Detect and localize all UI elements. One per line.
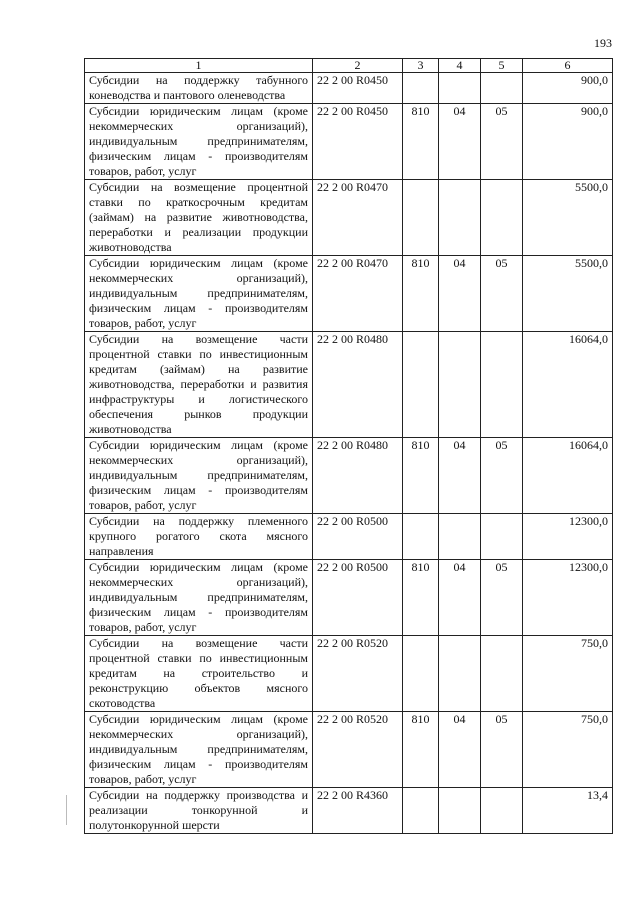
- header-col-4: 4: [439, 59, 481, 73]
- table-row: [85, 636, 613, 712]
- cell-name: Субсидии юридическим лицам (кроме некоммерческих организаций), индивидуальным предпринимателям, физическим лицам - производителям товаров, работ, услуг: [85, 256, 313, 332]
- cell-col-4: 04: [439, 712, 481, 788]
- cell-name: Субсидии юридическим лицам (кроме некоммерческих организаций), индивидуальным предпринимателям, физическим лицам - производителям товаров, работ, услуг: [85, 438, 313, 514]
- cell-amount: 750,0: [523, 636, 613, 712]
- cell-col-3: 810: [403, 560, 439, 636]
- cell-name: Субсидии на поддержку племенного крупного рогатого скота мясного направления: [85, 514, 313, 560]
- table-row: [85, 712, 613, 788]
- margin-mark: [66, 795, 67, 825]
- table-row: [85, 560, 613, 636]
- cell-amount: 12300,0: [523, 560, 613, 636]
- table-row: [85, 514, 613, 560]
- table-row: [85, 438, 613, 514]
- cell-amount: 900,0: [523, 73, 613, 104]
- cell-col-5: 05: [481, 712, 523, 788]
- cell-col-5: 05: [481, 438, 523, 514]
- header-col-6: 6: [523, 59, 613, 73]
- cell-col-3: 810: [403, 104, 439, 180]
- cell-amount: 5500,0: [523, 180, 613, 256]
- cell-col-3: [403, 788, 439, 834]
- cell-name: Субсидии юридическим лицам (кроме некоммерческих организаций), индивидуальным предпринимателям, физическим лицам - производителям товаров, работ, услуг: [85, 560, 313, 636]
- table-body: [85, 73, 613, 834]
- cell-code: 22 2 00 R0500: [313, 514, 403, 560]
- table-row: [85, 788, 613, 834]
- table-header: [85, 59, 613, 73]
- cell-col-5: [481, 332, 523, 438]
- cell-name: Субсидии на поддержку табунного коневодства и пантового оленеводства: [85, 73, 313, 104]
- table-row: [85, 104, 613, 180]
- cell-code: 22 2 00 R0500: [313, 560, 403, 636]
- cell-name: Субсидии на возмещение процентной ставки по краткосрочным кредитам (займам) на развитие животноводства, переработки и реализации продукции животноводства: [85, 180, 313, 256]
- cell-name: Субсидии юридическим лицам (кроме некоммерческих организаций), индивидуальным предпринимателям, физическим лицам - производителям товаров, работ, услуг: [85, 712, 313, 788]
- cell-col-3: [403, 332, 439, 438]
- cell-col-4: [439, 788, 481, 834]
- cell-code: 22 2 00 R0480: [313, 332, 403, 438]
- cell-col-4: [439, 514, 481, 560]
- cell-code: 22 2 00 R4360: [313, 788, 403, 834]
- cell-code: 22 2 00 R0450: [313, 104, 403, 180]
- cell-col-5: 05: [481, 104, 523, 180]
- cell-name: Субсидии на поддержку производства и реализации тонкорунной и полутонкорунной шерсти: [85, 788, 313, 834]
- cell-col-5: [481, 73, 523, 104]
- cell-col-4: 04: [439, 560, 481, 636]
- cell-col-4: 04: [439, 438, 481, 514]
- budget-table: [84, 58, 613, 834]
- cell-amount: 16064,0: [523, 438, 613, 514]
- cell-name: Субсидии на возмещение части процентной ставки по инвестиционным кредитам (займам) на развитие животноводства, переработки и развития инфраструктуры и логистического обеспечения рынков продукции животноводства: [85, 332, 313, 438]
- cell-amount: 16064,0: [523, 332, 613, 438]
- cell-col-3: [403, 636, 439, 712]
- cell-code: 22 2 00 R0450: [313, 73, 403, 104]
- cell-amount: 900,0: [523, 104, 613, 180]
- cell-code: 22 2 00 R0520: [313, 636, 403, 712]
- table-row: [85, 73, 613, 104]
- cell-col-5: [481, 788, 523, 834]
- cell-col-5: [481, 636, 523, 712]
- cell-col-4: 04: [439, 256, 481, 332]
- cell-col-5: 05: [481, 256, 523, 332]
- cell-col-3: [403, 514, 439, 560]
- cell-col-3: [403, 180, 439, 256]
- cell-code: 22 2 00 R0480: [313, 438, 403, 514]
- cell-col-3: 810: [403, 712, 439, 788]
- cell-name: Субсидии юридическим лицам (кроме некоммерческих организаций), индивидуальным предпринимателям, физическим лицам - производителям товаров, работ, услуг: [85, 104, 313, 180]
- cell-code: 22 2 00 R0520: [313, 712, 403, 788]
- table-row: [85, 332, 613, 438]
- cell-name: Субсидии на возмещение части процентной ставки по инвестиционным кредитам на строительство и реконструкцию объектов мясного скотоводства: [85, 636, 313, 712]
- header-col-2: 2: [313, 59, 403, 73]
- cell-code: 22 2 00 R0470: [313, 180, 403, 256]
- header-col-5: 5: [481, 59, 523, 73]
- cell-col-3: 810: [403, 256, 439, 332]
- cell-amount: 12300,0: [523, 514, 613, 560]
- table-row: [85, 180, 613, 256]
- cell-amount: 13,4: [523, 788, 613, 834]
- page-number: 193: [594, 36, 612, 50]
- table-row: [85, 256, 613, 332]
- cell-col-4: [439, 73, 481, 104]
- cell-code: 22 2 00 R0470: [313, 256, 403, 332]
- cell-col-3: [403, 73, 439, 104]
- header-row: [85, 59, 613, 73]
- cell-col-5: [481, 514, 523, 560]
- cell-col-4: [439, 332, 481, 438]
- header-col-1: 1: [85, 59, 313, 73]
- cell-amount: 750,0: [523, 712, 613, 788]
- cell-col-4: [439, 180, 481, 256]
- cell-col-3: 810: [403, 438, 439, 514]
- cell-col-4: [439, 636, 481, 712]
- header-col-3: 3: [403, 59, 439, 73]
- cell-col-4: 04: [439, 104, 481, 180]
- cell-col-5: 05: [481, 560, 523, 636]
- cell-col-5: [481, 180, 523, 256]
- cell-amount: 5500,0: [523, 256, 613, 332]
